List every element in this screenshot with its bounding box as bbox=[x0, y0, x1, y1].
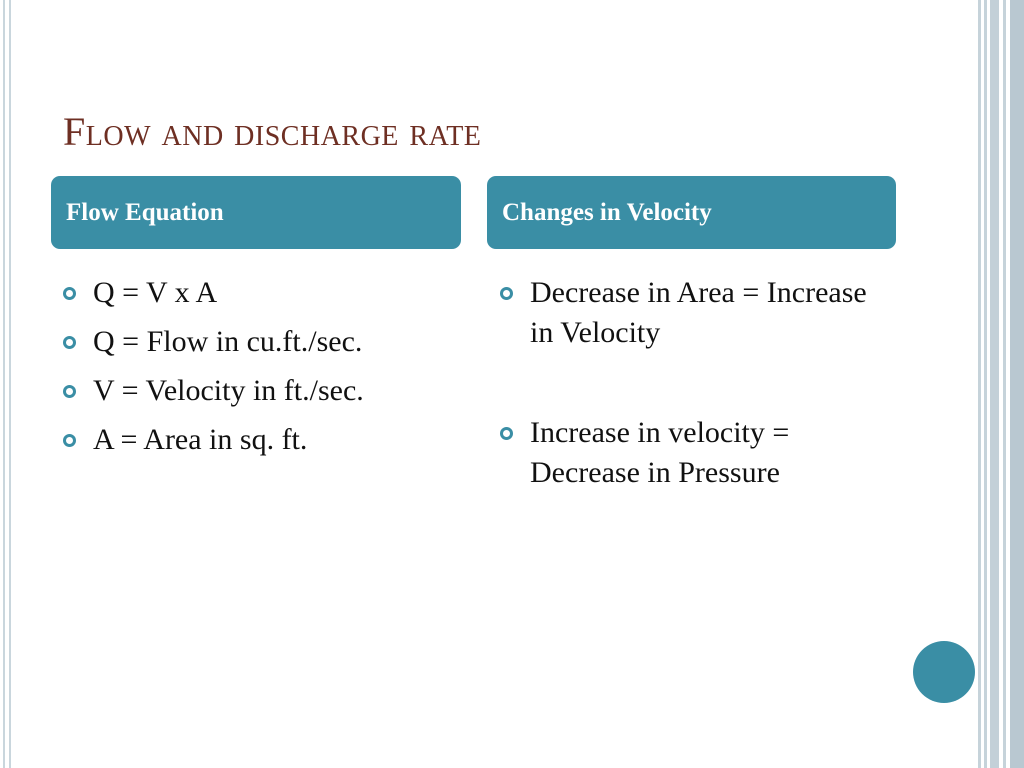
bullet-circle-icon bbox=[63, 434, 76, 447]
list-item bbox=[500, 273, 880, 353]
flow-equation-list bbox=[63, 273, 473, 469]
list-item-text: Q = Flow in cu.ft./sec. bbox=[93, 325, 363, 358]
bullet-circle-icon bbox=[63, 336, 76, 349]
bullet-circle-icon bbox=[63, 287, 76, 300]
right-decor-stripe bbox=[1003, 0, 1006, 768]
list-item bbox=[500, 413, 880, 493]
right-decor-stripe bbox=[990, 0, 999, 768]
slide-title: Flow and discharge rate bbox=[63, 109, 482, 154]
left-border-line bbox=[3, 0, 5, 768]
decorative-circle bbox=[913, 641, 975, 703]
bullet-circle-icon bbox=[63, 385, 76, 398]
header-label: Changes in Velocity bbox=[502, 198, 712, 226]
left-border-line bbox=[9, 0, 11, 768]
list-item bbox=[63, 420, 473, 469]
bullet-circle-icon bbox=[500, 287, 513, 300]
list-item-text: A = Area in sq. ft. bbox=[93, 423, 308, 456]
list-item-text: Decrease in Area = Increase in Velocity bbox=[530, 276, 867, 349]
list-item-text: V = Velocity in ft./sec. bbox=[93, 374, 364, 407]
changes-in-velocity-header bbox=[487, 176, 896, 249]
right-decor-stripe bbox=[978, 0, 981, 768]
right-decor-stripe bbox=[984, 0, 987, 768]
list-item bbox=[63, 322, 473, 371]
flow-equation-header bbox=[51, 176, 461, 249]
bullet-circle-icon bbox=[500, 427, 513, 440]
list-item bbox=[63, 371, 473, 420]
list-item-text: Q = V x A bbox=[93, 276, 218, 309]
header-label: Flow Equation bbox=[66, 198, 224, 226]
list-item bbox=[63, 273, 473, 322]
changes-in-velocity-list bbox=[500, 273, 880, 493]
list-item-text: Increase in velocity = Decrease in Pressure bbox=[530, 416, 790, 489]
right-decor-stripe bbox=[1010, 0, 1024, 768]
